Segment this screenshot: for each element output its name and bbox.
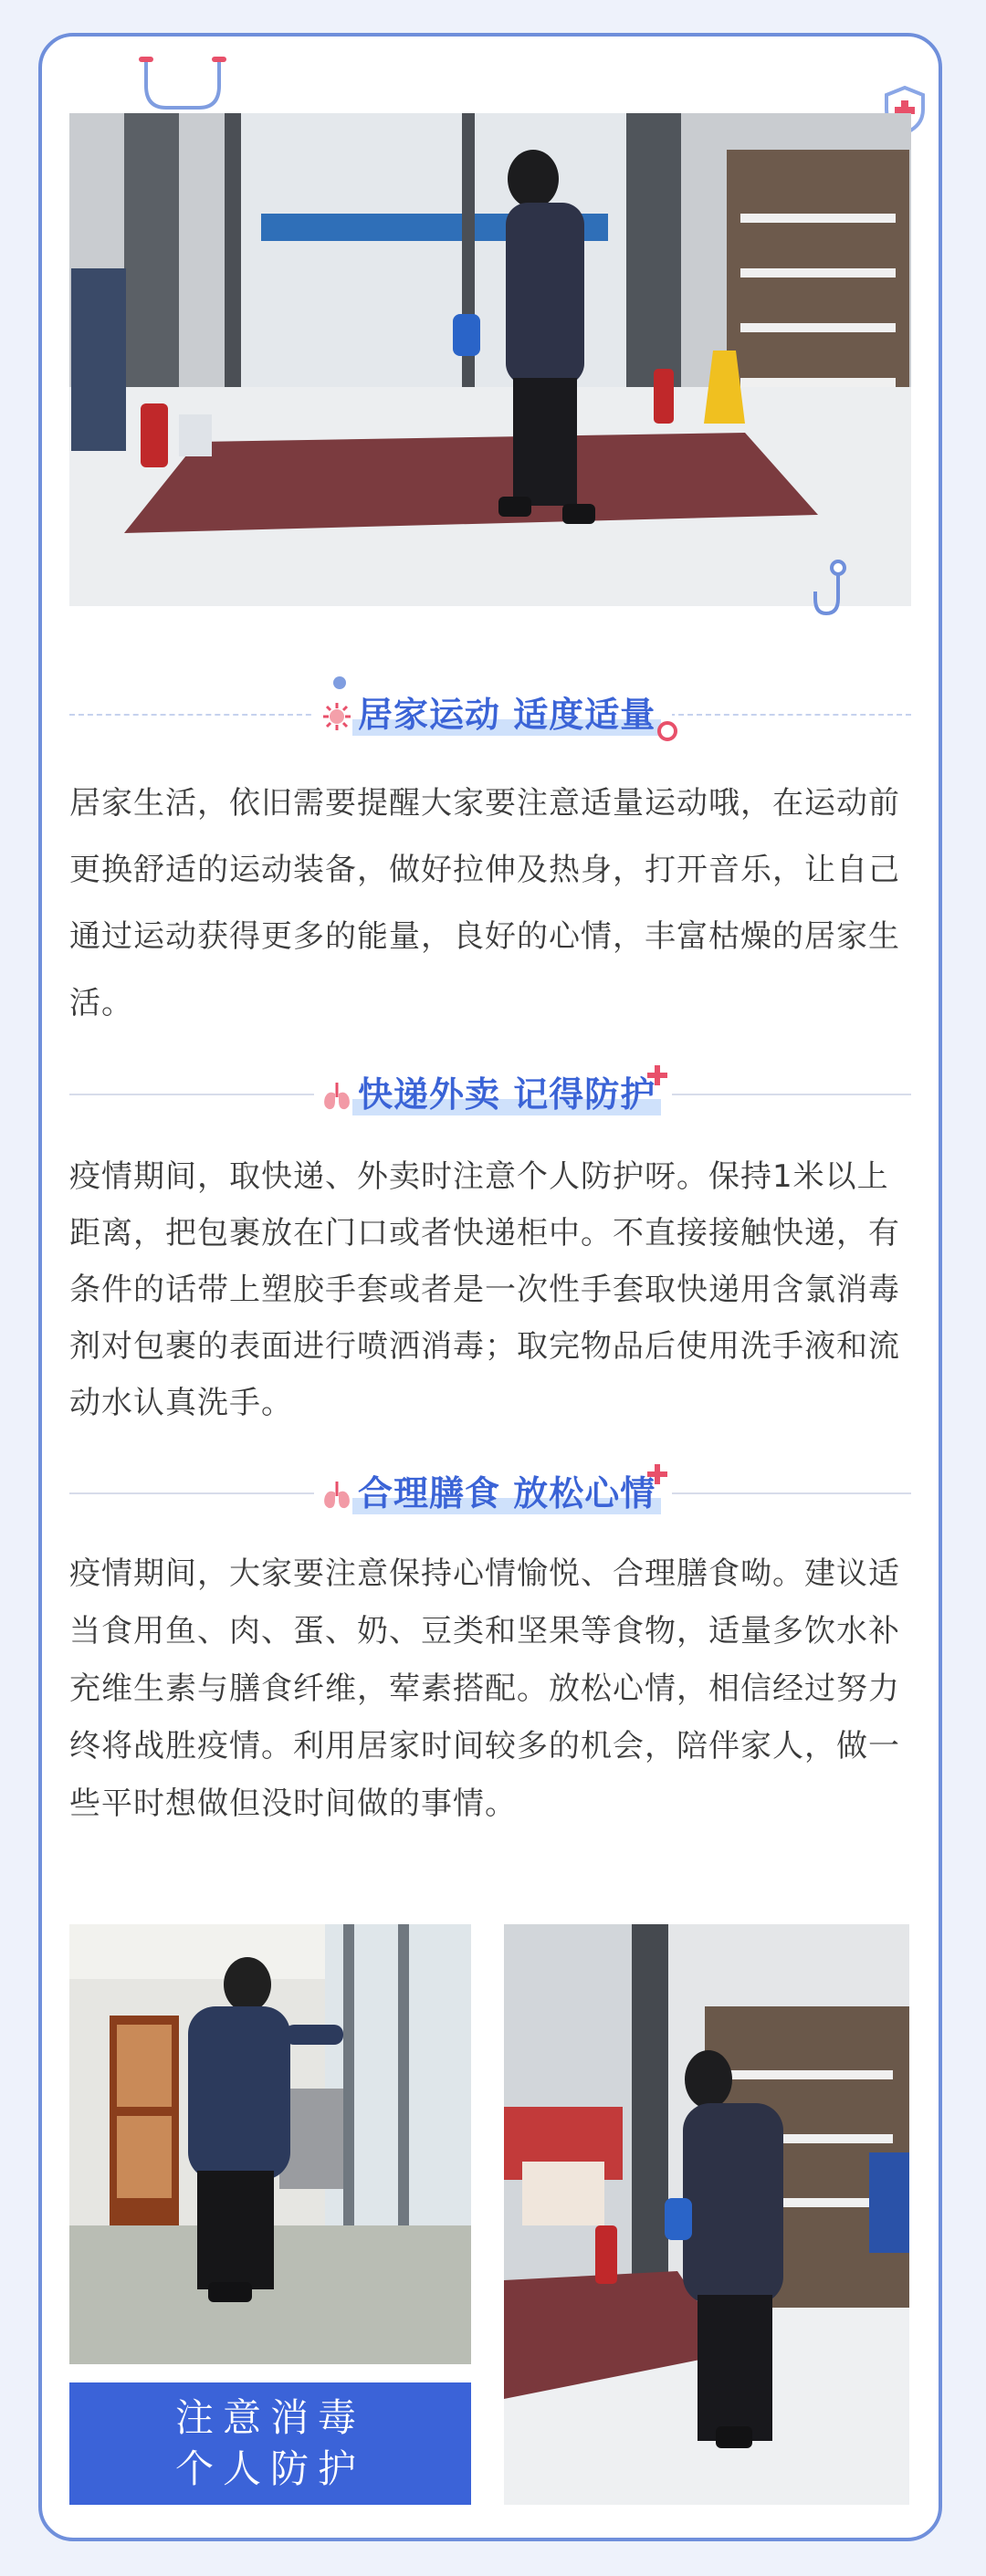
dot-icon <box>332 675 347 690</box>
photo-disinfecting-entrance <box>69 113 911 606</box>
section-title-wrap <box>314 1070 672 1119</box>
section-title: 快递外卖 记得防护 <box>358 1070 656 1119</box>
section-title: 居家运动 适度适量 <box>358 690 656 739</box>
section-body-exercise: 居家生活，依旧需要提醒大家要注意适量运动哦，在运动前更换舒适的运动装备，做好拉伸及热身，打开音乐，让自己通过运动获得更多的能量，良好的心情，丰富枯燥的居家生活。 <box>69 785 900 1021</box>
pink-dot-icon <box>657 721 677 741</box>
caption-line-2: 个人防护 <box>174 2446 365 2491</box>
section-title: 合理膳食 放松心情 <box>358 1469 656 1518</box>
section-header-exercise <box>69 685 911 743</box>
section-body-diet: 疫情期间，大家要注意保持心情愉悦、合理膳食呦。建议适当食用鱼、肉、蛋、奶、豆类和坚果等食物，适量多饮水补充维生素与膳食纤维，荤素搭配。放松心情，相信经过努力终将战胜疫情。利用居家时间较多的机会，陪伴家人，做一些平时想做但没时间做的事情。 <box>69 1555 900 1822</box>
lungs-icon <box>321 1081 352 1112</box>
virus-icon <box>321 701 352 732</box>
stethoscope-icon <box>137 55 228 115</box>
section-body-delivery: 疫情期间，取快递、外卖时注意个人防护呀。保持1米以上距离，把包裹放在门口或者快递柜中。不直接接触快递，有条件的话带上塑胶手套或者是一次性手套取快递用含氯消毒剂对包裹的表面进行喷洒消毒；取完物品后使用洗手液和流动水认真洗手。 <box>69 1158 900 1421</box>
medical-hook-icon <box>811 559 851 619</box>
lungs-icon <box>321 1480 352 1511</box>
caption-banner <box>69 2382 471 2505</box>
section-header-delivery <box>69 1064 911 1123</box>
section-header-diet <box>69 1463 911 1522</box>
section-title-wrap <box>314 1469 672 1518</box>
section-title-wrap <box>314 690 672 739</box>
photo-spraying-entrance <box>504 1924 909 2505</box>
photo-disinfecting-door <box>69 1924 471 2364</box>
caption-line-1: 注意消毒 <box>174 2395 365 2440</box>
